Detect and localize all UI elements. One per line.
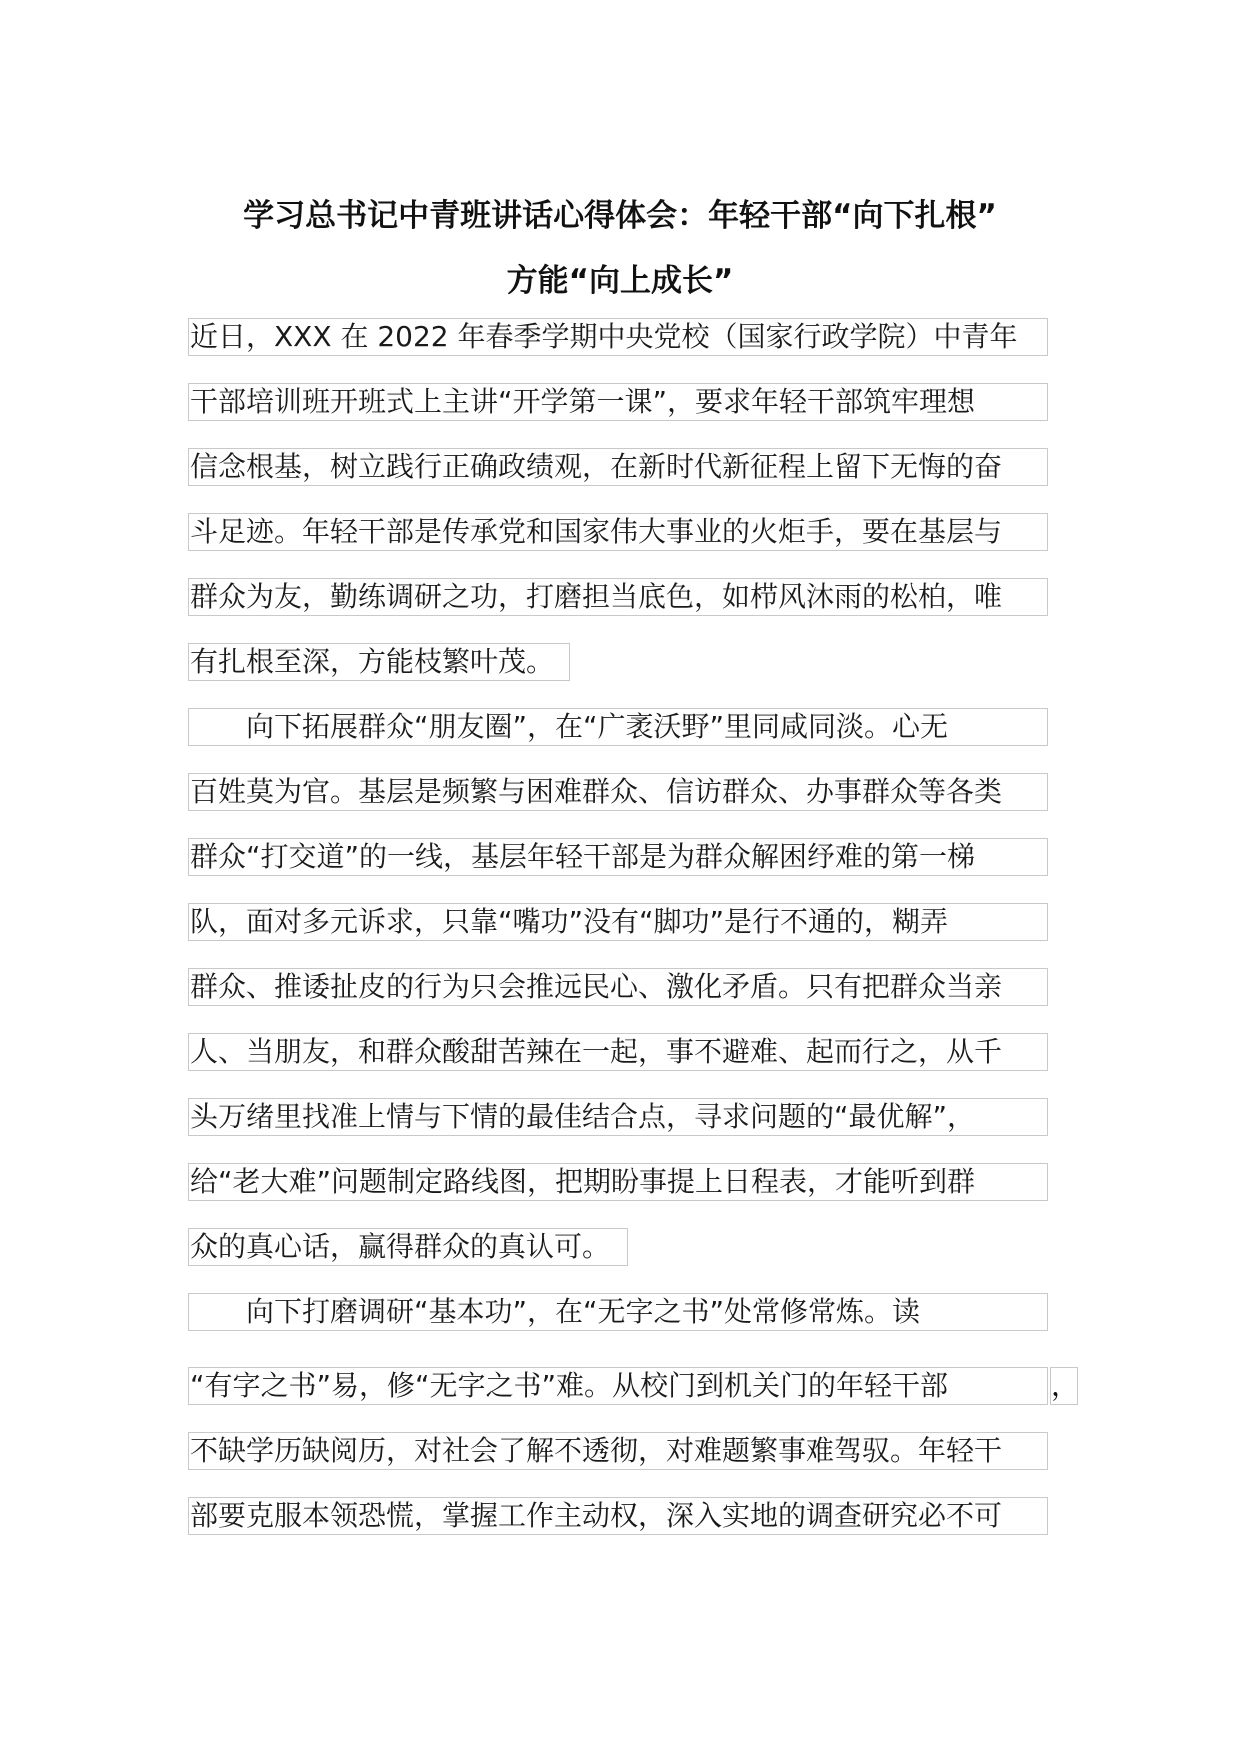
text-line: 群众、推诿扯皮的行为只会推远民心、激化矛盾。只有把群众当亲 — [188, 968, 1048, 1006]
text-line: 头万绪里找准上情与下情的最佳结合点，寻求问题的“最优解”， — [188, 1098, 1048, 1136]
text-line: 向下打磨调研“基本功”，在“无字之书”处常修常炼。读 — [188, 1293, 1048, 1331]
text-line: 群众为友，勤练调研之功，打磨担当底色，如栉风沐雨的松柏，唯 — [188, 578, 1048, 616]
text-line: 群众“打交道”的一线，基层年轻干部是为群众解困纾难的第一梯 — [188, 838, 1048, 876]
text-line: 给“老大难”问题制定路线图，把期盼事提上日程表，才能听到群 — [188, 1163, 1048, 1201]
text-line-tail: ， — [1050, 1367, 1078, 1405]
text-line: 不缺学历缺阅历，对社会了解不透彻，对难题繁事难驾驭。年轻干 — [188, 1432, 1048, 1470]
text-line: 有扎根至深，方能枝繁叶茂。 — [188, 643, 570, 681]
text-line: “有字之书”易，修“无字之书”难。从校门到机关门的年轻干部 — [188, 1367, 1048, 1405]
text-line: 向下拓展群众“朋友圈”，在“广袤沃野”里同咸同淡。心无 — [188, 708, 1048, 746]
text-line: 百姓莫为官。基层是频繁与困难群众、信访群众、办事群众等各类 — [188, 773, 1048, 811]
text-line: 人、当朋友，和群众酸甜苦辣在一起，事不避难、起而行之，从千 — [188, 1033, 1048, 1071]
text-line: 干部培训班开班式上主讲“开学第一课”，要求年轻干部筑牢理想 — [188, 383, 1048, 421]
text-line: 队，面对多元诉求，只靠“嘴功”没有“脚功”是行不通的，糊弄 — [188, 903, 1048, 941]
document-title-line-1: 学习总书记中青班讲话心得体会：年轻干部“向下扎根” — [243, 198, 997, 234]
text-line: 近日，XXX 在 2022 年春季学期中央党校（国家行政学院）中青年 — [188, 318, 1048, 356]
text-line: 斗足迹。年轻干部是传承党和国家伟大事业的火炬手，要在基层与 — [188, 513, 1048, 551]
document-title-line-2: 方能“向上成长” — [506, 263, 734, 299]
text-line: 信念根基，树立践行正确政绩观，在新时代新征程上留下无悔的奋 — [188, 448, 1048, 486]
text-line: 部要克服本领恐慌，掌握工作主动权，深入实地的调查研究必不可 — [188, 1497, 1048, 1535]
text-line: 众的真心话，赢得群众的真认可。 — [188, 1228, 628, 1266]
